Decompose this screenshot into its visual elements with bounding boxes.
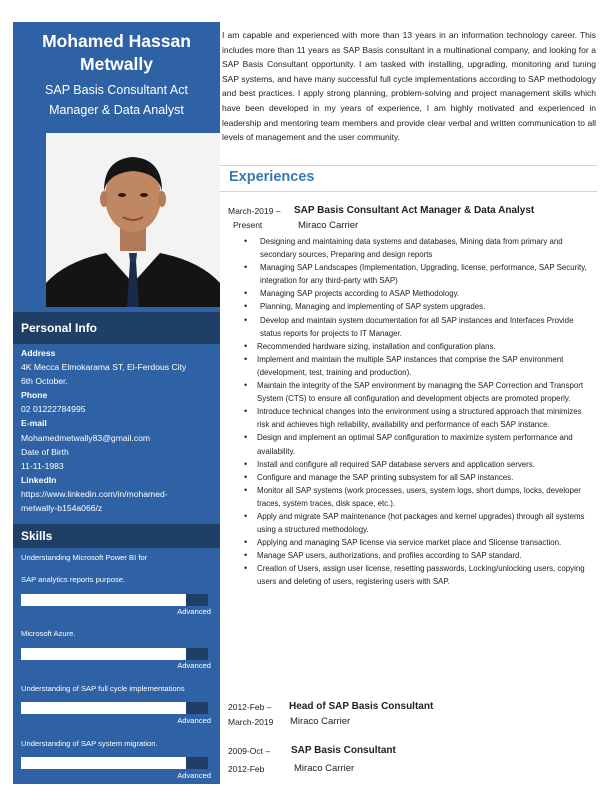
duty-item: • Monitor all SAP systems (work processes, users, system logs, short dumps, locks, developer traces, system traces, disk space, etc.).	[257, 484, 593, 510]
duty-item: • Apply and migrate SAP maintenance (hot packages and kernel upgrades) through all systems using a structured methodology.	[257, 510, 593, 536]
job-1-duties	[257, 235, 593, 589]
skill-4-line-1: Understanding of SAP system migration.	[21, 739, 158, 748]
skill-2-line-1: Microsoft Azure.	[21, 629, 76, 638]
duty-item: • Maintain the integrity of the SAP environment by managing the SAP Correction and Transport System (CTS) to ensure all configuration and development objects are promoted properly.	[257, 379, 593, 405]
email-value[interactable]: Mohamedmetwally83@gmail.com	[21, 432, 151, 443]
job-1-company: Miraco Carrier	[298, 220, 359, 231]
divider-bottom	[220, 191, 597, 192]
divider-top	[220, 165, 597, 166]
duty-item: • Applying and managing SAP license via service market place and Slicense transaction.	[257, 536, 593, 549]
job-1-title: SAP Basis Consultant Act Manager & Data Analyst	[294, 205, 535, 216]
duty-item: • Introduce technical changes into the environment using a structured approach that minimizes risk and achieves high reliability, availability and performance of each SAP instance.	[257, 405, 593, 431]
email-label: E-mail	[21, 418, 47, 429]
skill-3-bar-fill	[21, 702, 186, 714]
job-3-date-end: 2012-Feb	[228, 764, 265, 774]
title-line-1: SAP Basis Consultant Act	[45, 83, 188, 97]
job-1-date-end: Present	[233, 220, 263, 230]
skill-1-bar-fill	[21, 594, 186, 606]
job-2-company: Miraco Carrier	[290, 716, 351, 727]
skill-4-bar	[21, 757, 208, 769]
job-2-date-end: March-2019	[228, 717, 274, 727]
skill-2-text	[21, 628, 221, 639]
duty-item: • Designing and maintaining data systems and databases, Mining data from primary and secondary sources, Preparing and design reports	[257, 235, 593, 261]
personal-info-heading: Personal Info	[13, 312, 220, 344]
skill-2-bar	[21, 648, 208, 660]
duty-item: • Creation of Users, assign user license, resetting passwords, Locking/unlocking users, copying users and deleting of users, registering users with SAP.	[257, 562, 593, 588]
skill-4-text	[21, 738, 221, 749]
skill-1-level: Advanced	[177, 607, 211, 616]
skills-heading: Skills	[13, 524, 220, 548]
skill-1-line-1: Understanding Microsoft Power BI for	[21, 553, 148, 562]
dob-label: Date of Birth	[21, 446, 69, 457]
duty-item: • Recommended hardware sizing, installation and configuration plans.	[257, 340, 593, 353]
skill-1-text	[21, 552, 221, 585]
skill-3-line-1: Understanding of SAP full cycle implementations	[21, 684, 185, 693]
name-line-2: Metwally	[80, 54, 153, 74]
skill-4-bar-fill	[21, 757, 186, 769]
skill-2-bar-fill	[21, 648, 186, 660]
duty-item: • Planning, Managing and implementing of SAP system upgrades.	[257, 300, 593, 313]
duty-item: • Design and implement an optimal SAP configuration to maximize system performance and availability.	[257, 431, 593, 457]
duty-item: • Configure and manage the SAP printing subsystem for all SAP instances.	[257, 471, 593, 484]
experiences-heading: Experiences	[229, 169, 315, 185]
skill-3-level: Advanced	[177, 716, 211, 725]
phone-value: 02 01222784995	[21, 404, 86, 415]
profile-photo	[46, 133, 220, 307]
summary-paragraph: I am capable and experienced with more than 13 years in an information technology career. This includes more than 11 years as SAP Basis consultant in a multinational company, and looking for a SAP Basis Consultant opportunity. I am tasked with installing, upgrading, monitoring and tuning SAP systems, and have many successful full cycle implementations according to SAP methodology and best practices. I apply strong planning, problem-solving and project management skills which have been developed in my years of experience, I am highly motivated and experienced in leadership and mentoring team members and provide clear verbal and written communication to all levels of management and the user community.	[222, 30, 596, 143]
linkedin-line-1[interactable]: https://www.linkedin.com/in/mohamed-	[21, 488, 168, 499]
skill-3-bar	[21, 702, 208, 714]
dob-value: 11-11-1983	[21, 460, 64, 471]
candidate-title	[13, 80, 220, 120]
skill-1-bar	[21, 594, 208, 606]
job-2-title: Head of SAP Basis Consultant	[289, 701, 434, 712]
job-3-date-start: 2009-Oct –	[228, 746, 271, 756]
skill-2-level: Advanced	[177, 661, 211, 670]
job-1-date-start: March-2019 –	[228, 206, 281, 216]
job-3-title: SAP Basis Consultant	[291, 745, 396, 756]
sidebar	[13, 22, 220, 784]
phone-label: Phone	[21, 390, 48, 401]
address-line-1: 4K Mecca Elmokarama ST, El-Ferdous City	[21, 362, 187, 373]
duty-item: • Develop and maintain system documentation for all SAP instances and Interfaces Provide status reports for projects to IT Manager.	[257, 314, 593, 340]
duty-item: • Install and configure all required SAP database servers and application servers.	[257, 458, 593, 471]
address-label: Address	[21, 348, 56, 358]
job-2-date-start: 2012-Feb –	[228, 702, 272, 712]
personal-info-block	[21, 346, 217, 515]
duty-item: • Manage SAP users, authorizations, and profiles according to SAP standard.	[257, 549, 593, 562]
title-line-2: Manager & Data Analyst	[49, 103, 184, 117]
job-3-company: Miraco Carrier	[294, 763, 355, 774]
name-line-1: Mohamed Hassan	[42, 31, 191, 51]
duty-item: • Managing SAP projects according to ASAP Methodology.	[257, 287, 593, 300]
skill-3-text	[21, 683, 221, 694]
linkedin-label: LinkedIn	[21, 474, 57, 485]
linkedin-line-2[interactable]: metwally-b154a066/z	[21, 503, 103, 514]
duty-item: • Implement and maintain the multiple SAP instances that comprise the SAP environment (development, test, training and production).	[257, 353, 593, 379]
duty-item: • Managing SAP Landscapes (Implementation, Upgrading, license, performance, SAP Security, integration for any third-party with SAP)	[257, 261, 593, 287]
address-line-2: 6th October.	[21, 376, 68, 387]
candidate-name	[13, 30, 220, 76]
skill-1-line-2: SAP analytics reports purpose.	[21, 575, 126, 584]
skill-4-level: Advanced	[177, 771, 211, 780]
portrait-illustration	[46, 133, 220, 307]
